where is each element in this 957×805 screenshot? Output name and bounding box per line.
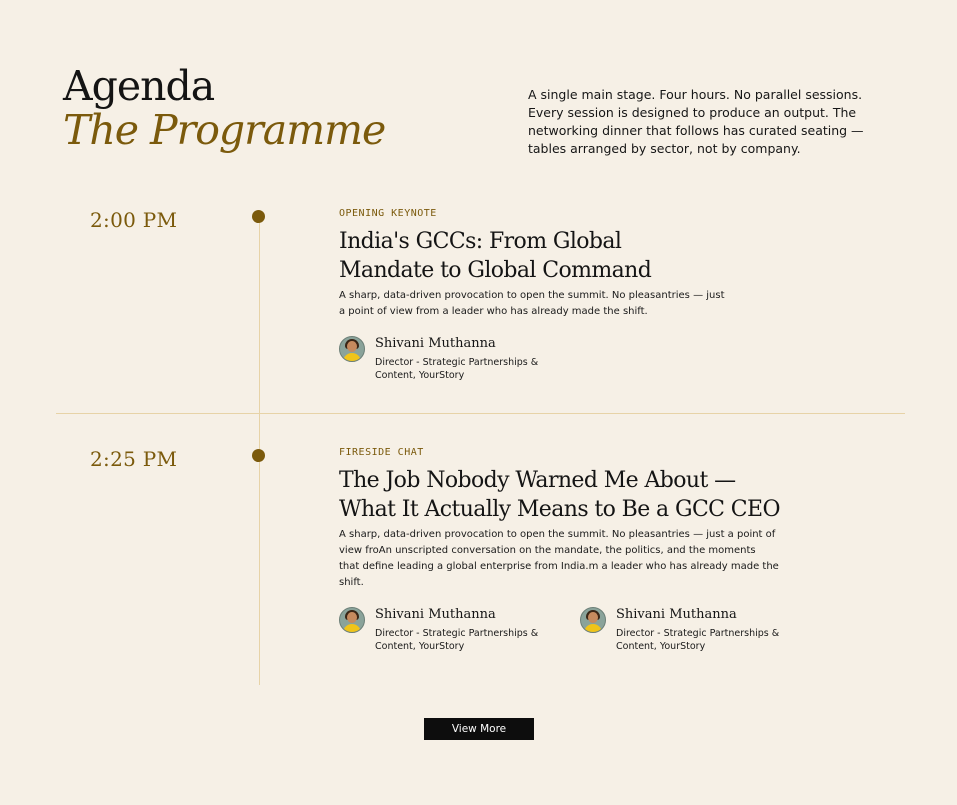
session-time: 2:25 PM [90,447,178,471]
session-description-line: view froAn unscripted conversation on the mandate, the politics, and the moments [339,545,756,556]
speaker-card [339,607,559,657]
session-description-line: a point of view from a leader who has already made the shift. [339,306,648,317]
session-title-line: The Job Nobody Warned Me About — [339,468,736,493]
session-description-line: shift. [339,577,364,588]
speaker-name: Shivani Muthanna [375,336,496,351]
speaker-role-line: Content, YourStory [616,641,706,652]
session-title [339,466,780,524]
speaker-role-line: Director - Strategic Partnerships & [616,628,780,639]
session-description [339,288,739,320]
speaker-card [339,336,559,386]
session-tag: OPENING KEYNOTE [339,208,437,219]
speaker-role-line: Content, YourStory [375,370,465,381]
session-title-line: Mandate to Global Command [339,258,652,283]
session-title [339,227,651,285]
speaker-role [616,627,796,653]
avatar [339,336,365,362]
session-description-line: A sharp, data-driven provocation to open the summit. No pleasantries — just [339,290,725,301]
session-title-line: India's GCCs: From Global [339,229,622,254]
session-description [339,527,799,591]
timeline-dot [252,449,265,462]
speaker-role [375,627,555,653]
speaker-role-line: Content, YourStory [375,641,465,652]
speaker-name: Shivani Muthanna [375,607,496,622]
timeline-dot [252,210,265,223]
session-title-line: What It Actually Means to Be a GCC CEO [339,497,780,522]
session-description-line: A sharp, data-driven provocation to open the summit. No pleasantries — just a point of [339,529,776,540]
session-tag: FIRESIDE CHAT [339,447,424,458]
speaker-name: Shivani Muthanna [616,607,737,622]
speaker-role-line: Director - Strategic Partnerships & [375,628,539,639]
session-divider [56,413,905,414]
session-time: 2:00 PM [90,208,178,232]
agenda-intro: A single main stage. Four hours. No parallel sessions. Every session is designed to produce an output. The networking dinner that follows has curated seating — tables arranged by sector, not by company. [528,87,864,156]
session-description-line: that define leading a global enterprise from India.m a leader who has already made the [339,561,779,572]
speaker-role-line: Director - Strategic Partnerships & [375,357,539,368]
programme-subtitle: The Programme [63,106,386,154]
avatar [339,607,365,633]
view-more-button[interactable]: View More [424,718,534,740]
agenda-title: Agenda [63,62,215,110]
speaker-card [580,607,800,657]
avatar [580,607,606,633]
speaker-role [375,356,555,382]
